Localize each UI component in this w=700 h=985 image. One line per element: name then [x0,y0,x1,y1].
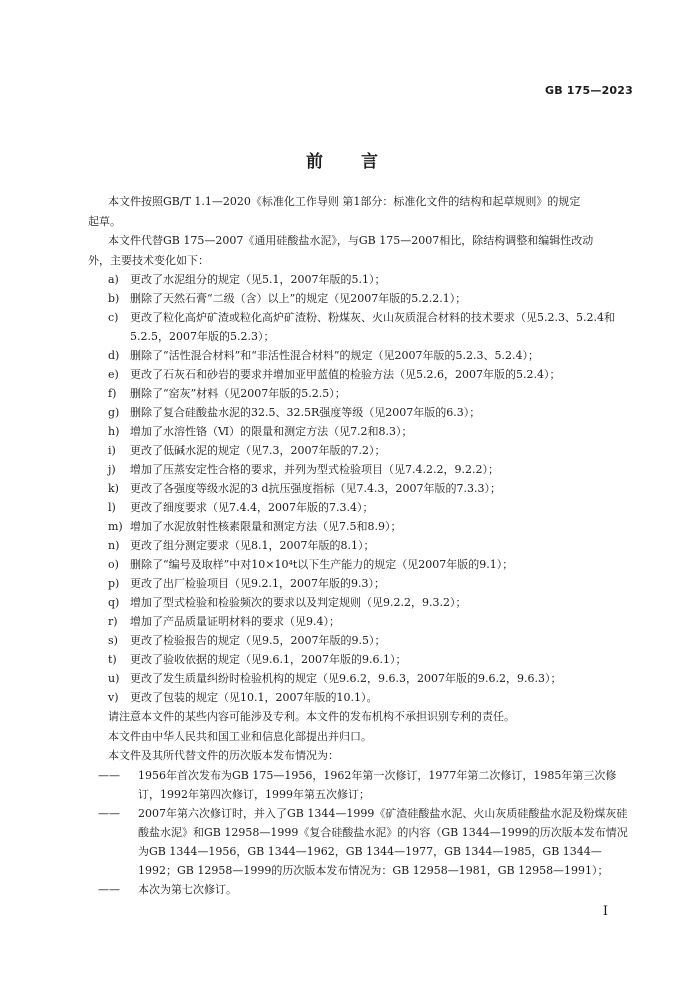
list-item [88,270,628,289]
list-item-text: 删除了“编号及取样”中对10×10⁴t以下生产能力的规定（见2007年版的9.1）； [130,558,514,571]
note-patent: 请注意本文件的某些内容可能涉及专利。本文件的发布机构不承担识别专利的责任。 [108,710,515,723]
list-item [88,403,628,422]
list-item-text: 更改了低碱水泥的规定（见7.3，2007年版的7.2）； [130,444,386,457]
list-item-label: s) [108,634,118,647]
list-item [88,688,628,707]
list-item-text: 增加了水溶性铬（Ⅵ）的限量和测定方法（见7.2和8.3）； [130,425,413,438]
list-item-text: 删除了“窑灰”材料（见2007年版的5.2.5）； [130,387,346,400]
list-item [88,365,628,384]
list-item-text: 更改了验收依据的规定（见9.6.1，2007年版的9.6.1）； [130,653,407,666]
list-item [88,593,628,612]
list-item-text: 更改了各强度等级水泥的3 d抗压强度指标（见7.4.3，2007年版的7.3.3）； [130,482,502,495]
history-item-text: 2007年第六次修订时，并入了GB 1344—1999《矿渣硅酸盐水泥、火山灰质硅酸盐水泥及粉煤灰硅酸盐水泥》和GB 12958—1999《复合硅酸盐水泥》的内容（GB 1344—1999的历次版本发布情况为GB 1344—1956，GB 1344—1962，GB 1344—1977，GB 1344—1985，GB 1344—1992；GB 12958—1999的历次版本发布情况为：GB 12958—1981，GB 12958—1991）； [138,806,628,877]
list-item-label: k) [108,482,119,495]
list-item-text: 删除了“活性混合材料”和“非活性混合材料”的规定（见2007年版的5.2.3、5.2.4）； [130,349,539,362]
note-history-intro: 本文件及其所代替文件的历次版本发布情况为： [108,749,339,762]
list-item [88,517,628,536]
list-item-label: i) [108,444,116,457]
list-item-text: 更改了水泥组分的规定（见5.1，2007年版的5.1）； [130,273,386,286]
list-item [88,441,628,460]
list-item-text: 更改了组分测定要求（见8.1，2007年版的8.1）； [130,539,375,552]
standard-number: GB 175—2023 [544,84,633,97]
history-item [88,880,628,899]
page-title: 前 言 [306,152,394,172]
list-item [88,536,628,555]
paragraph-basis: 本文件按照GB/T 1.1—2020《标准化工作导则 第1部分：标准化文件的结构和起草规则》的规定 [108,195,581,208]
document-body [88,192,628,899]
list-item-label: p) [108,577,120,590]
list-item-label: d) [108,349,120,362]
list-item-text: 增加了型式检验和检验频次的要求以及判定规则（见9.2.2，9.3.2）； [130,596,467,609]
list-item-text: 更改了出厂检验项目（见9.2.1，2007年版的9.3）； [130,577,385,590]
list-item-text: 增加了压蒸安定性合格的要求，并列为型式检验项目（见7.4.2.2，9.2.2）； [130,463,499,476]
list-item-label: h) [108,425,120,438]
dash-marker: —— [98,882,120,896]
list-item-label: j) [108,463,116,476]
list-item [88,498,628,517]
note-proposer: 本文件由中华人民共和国工业和信息化部提出并归口。 [108,729,372,743]
list-item-label: e) [108,368,119,381]
dash-marker: —— [98,768,120,782]
list-item [88,612,628,631]
list-item [88,479,628,498]
list-item [88,289,628,308]
paragraph-replaces: 本文件代替GB 175—2007《通用硅酸盐水泥》，与GB 175—2007相比，除结构调整和编辑性改动 [108,234,594,247]
list-item [88,308,628,346]
list-item-label: b) [108,292,120,305]
list-item-text: 删除了复合硅酸盐水泥的32.5、32.5R强度等级（见2007年版的6.3）； [130,406,481,419]
list-item-text: 更改了发生质量纠纷时检验机构的规定（见9.6.2，9.6.3，2007年版的9.6.2，9.6.3）； [130,672,562,685]
list-item-text: 更改了石灰石和砂岩的要求并增加亚甲蓝值的检验方法（见5.2.6，2007年版的5.2.4）； [130,368,561,381]
list-item-label: c) [108,311,119,324]
list-item-text: 更改了包装的规定（见10.1，2007年版的10.1）。 [130,691,378,704]
list-item-text: 更改了细度要求（见7.4.4，2007年版的7.3.4）； [130,501,374,514]
list-item [88,631,628,650]
list-item-label: f) [108,387,117,400]
list-item [88,650,628,669]
list-item-label: t) [108,653,117,666]
list-item-label: a) [108,273,119,286]
list-item-text: 增加了产品质量证明材料的要求（见9.4）； [130,615,340,628]
page-number: Ⅰ [602,904,608,919]
list-item-label: n) [108,539,120,552]
list-item [88,384,628,403]
list-item-label: o) [108,558,119,571]
list-item-text: 增加了水泥放射性核素限量和测定方法（见7.5和8.9）； [130,520,402,533]
list-item [88,555,628,574]
history-item-text: 1956年首次发布为GB 175—1956，1962年第一次修订，1977年第二次修订，1985年第三次修订，1992年第四次修订，1999年第五次修订； [138,768,617,801]
list-item-label: l) [108,501,116,514]
list-item-label: r) [108,615,118,628]
list-item-text: 更改了粒化高炉矿渣或粒化高炉矿渣粉、粉煤灰、火山灰质混合材料的技术要求（见5.2.3、5.2.4和5.2.5，2007年版的5.2.3）； [130,311,615,343]
list-item [88,460,628,479]
history-item [88,766,628,804]
list-item-label: u) [108,672,120,685]
list-item-text: 删除了天然石膏“二级（含）以上”的规定（见2007年版的5.2.2.1）； [130,292,467,305]
history-item [88,804,628,880]
list-item-label: m) [108,520,123,533]
list-item [88,422,628,441]
paragraph-replaces-cont: 外，主要技术变化如下： [88,253,209,267]
history-item-text: 本次为第七次修订。 [138,882,237,896]
list-item-label: v) [108,691,119,704]
dash-marker: —— [98,806,120,820]
list-item-text: 更改了检验报告的规定（见9.5，2007年版的9.5）； [130,634,386,647]
history-list [88,766,628,899]
list-item [88,574,628,593]
paragraph-basis-cont: 起草。 [88,214,121,228]
changes-list [88,270,628,707]
list-item [88,346,628,365]
list-item [88,669,628,688]
list-item-label: g) [108,406,120,419]
list-item-label: q) [108,596,120,609]
